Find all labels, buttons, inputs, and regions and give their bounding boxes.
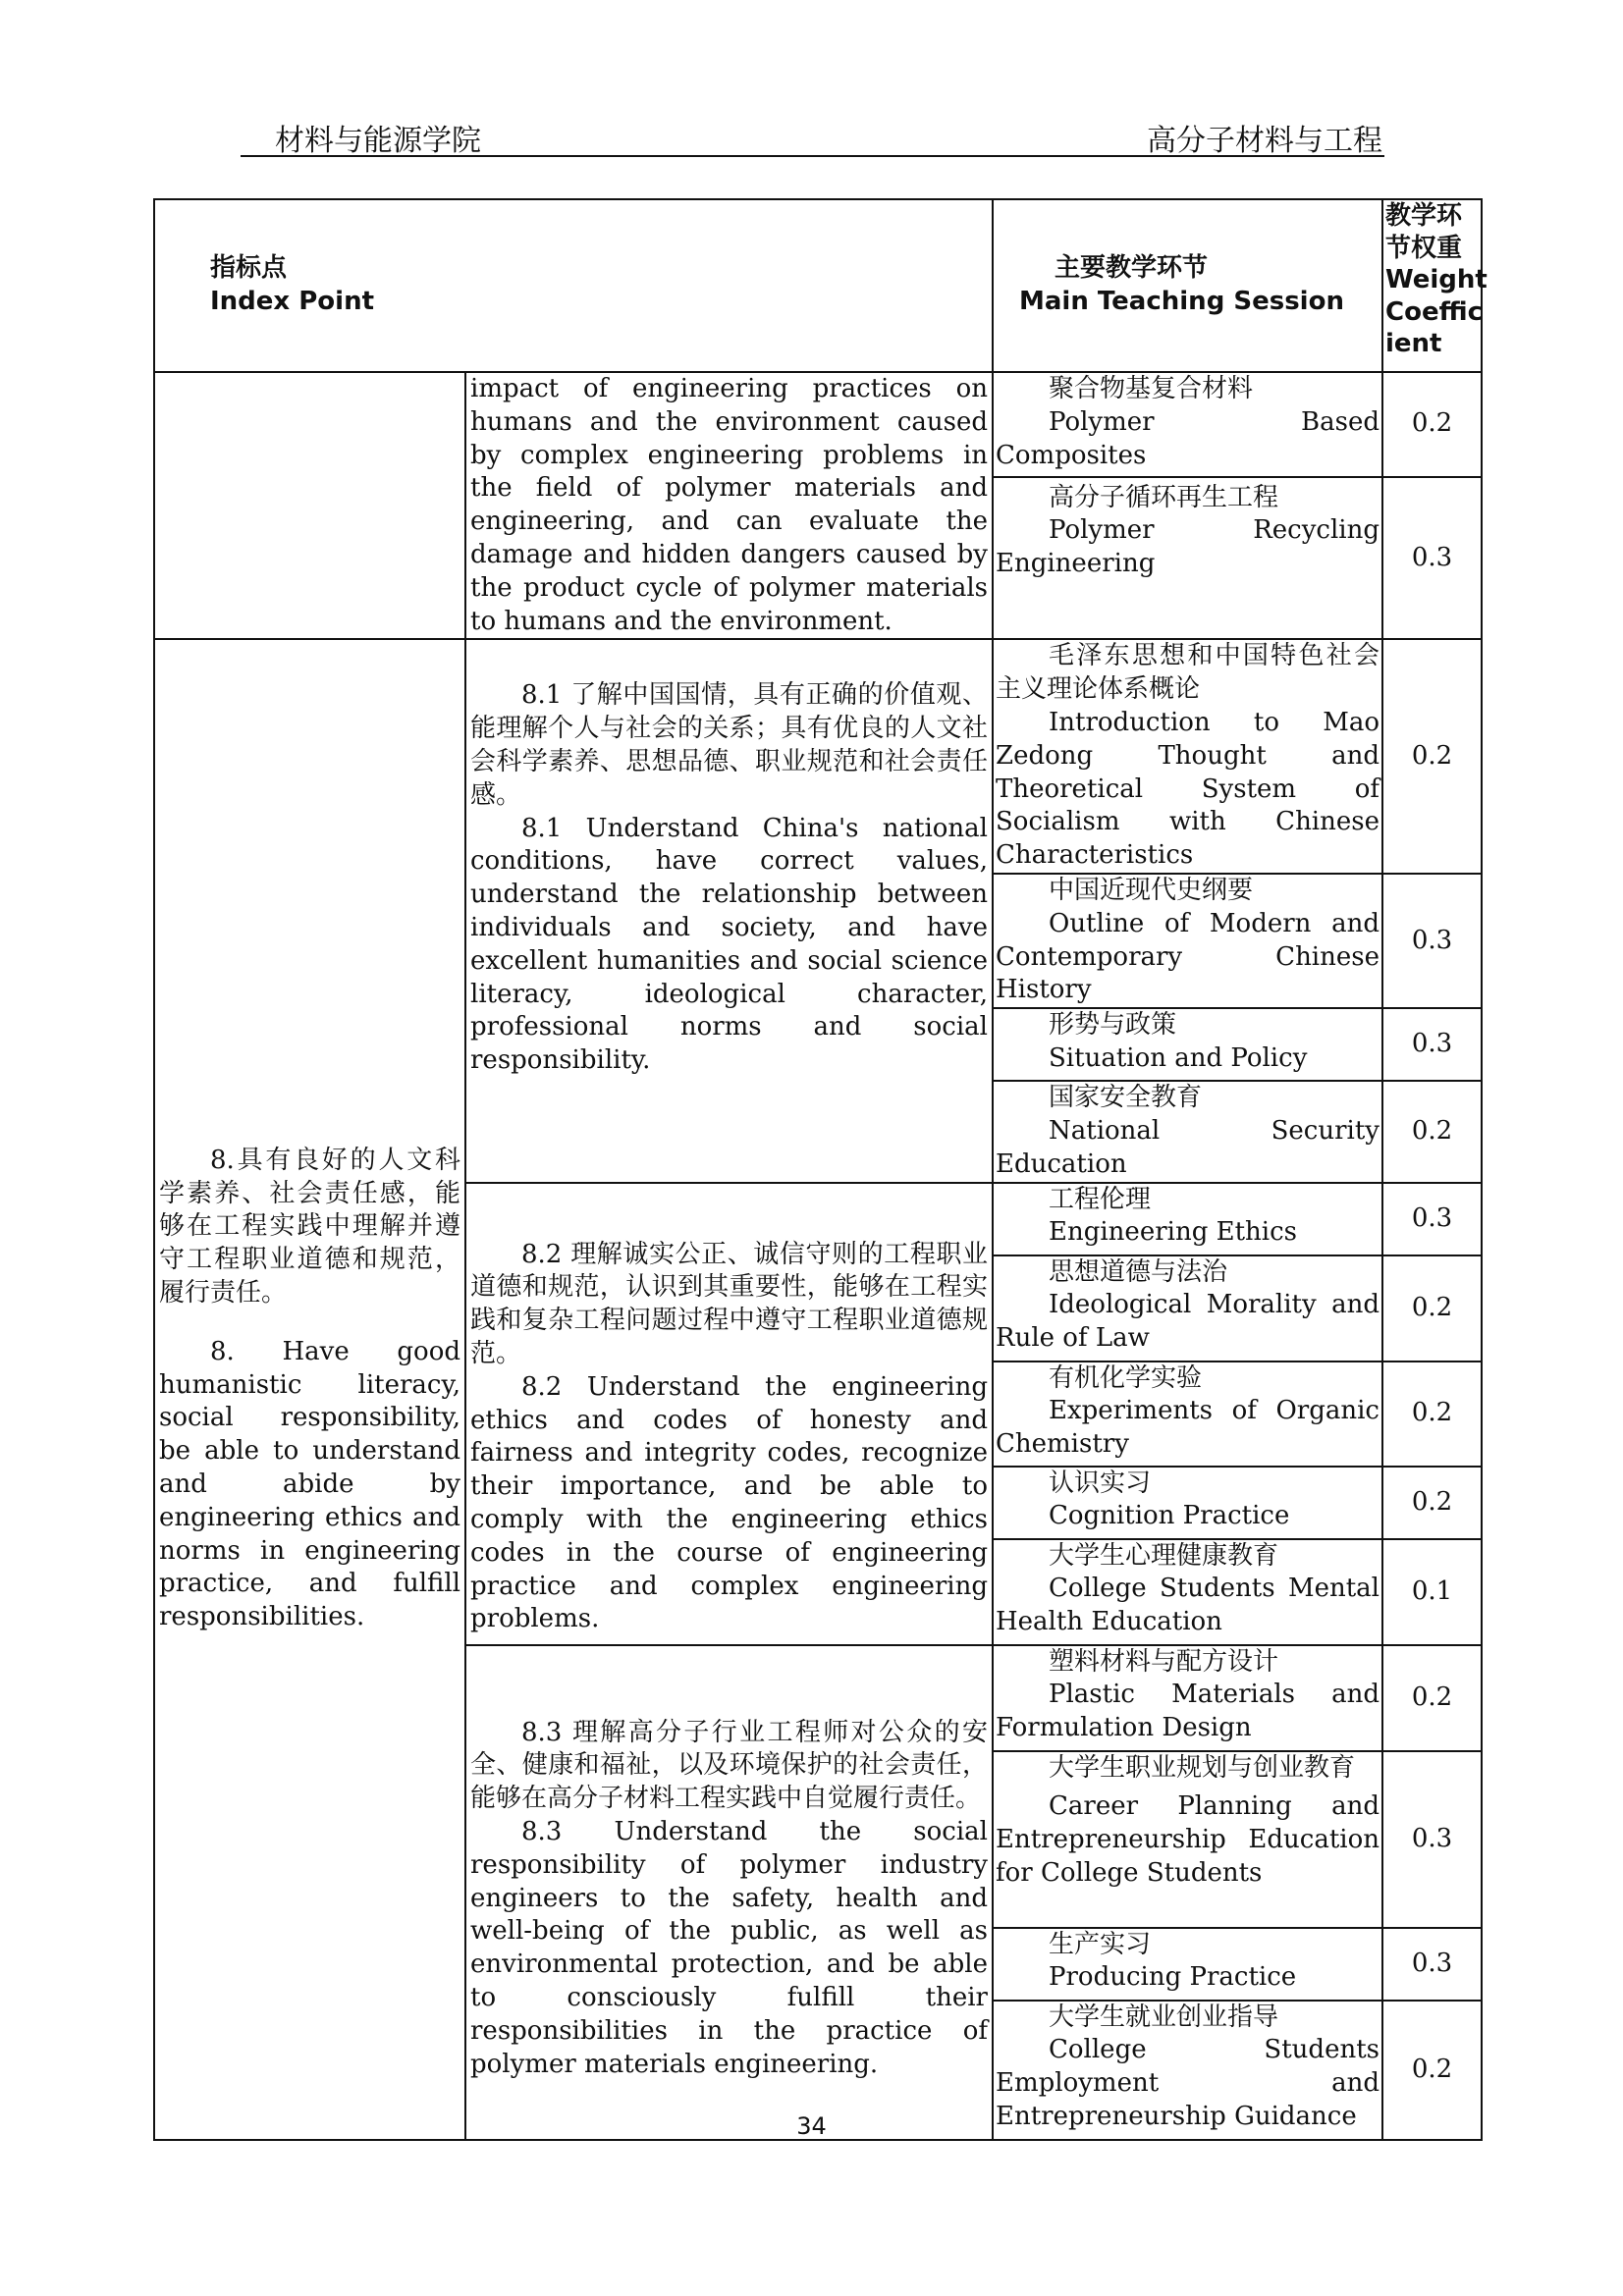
table-row bbox=[154, 372, 1482, 477]
table-header-row bbox=[154, 199, 1482, 372]
weight-header-line: 教学环 bbox=[1385, 201, 1463, 231]
session-name-en: Outline of Modern and Contemporary Chinese History bbox=[996, 908, 1380, 1005]
teaching-session-header-cn: 主要教学环节 bbox=[1055, 253, 1209, 284]
session-cell bbox=[993, 477, 1382, 640]
weight-header-line: Coeffic bbox=[1385, 296, 1483, 327]
session-cell bbox=[993, 1081, 1382, 1182]
weight-cell: 0.3 bbox=[1382, 1183, 1482, 1255]
session-name-cn: 中国近现代史纲要 bbox=[1049, 875, 1254, 905]
session-name-en: Introduction to Mao Zedong Thought and Theoretical System of Socialism with Chinese Characteristics bbox=[996, 707, 1380, 871]
session-name-en: Experiments of Organic Chemistry bbox=[996, 1396, 1380, 1460]
session-cell bbox=[993, 639, 1382, 874]
header-college: 材料与能源学院 bbox=[275, 124, 481, 158]
weight-header-line: 节权重 bbox=[1385, 233, 1463, 263]
weight-cell: 0.2 bbox=[1382, 2001, 1482, 2140]
index-point-8-3 bbox=[465, 1645, 993, 2140]
weight-cell: 0.3 bbox=[1382, 477, 1482, 640]
session-cell bbox=[993, 1645, 1382, 1751]
index-point-8-3-cn: 8.3 理解高分子行业工程师对公众的安全、健康和福祉，以及环境保护的社会责任，能够在高分子材料工程实践中自觉履行责任。 bbox=[470, 1717, 988, 1814]
session-name-cn: 思想道德与法治 bbox=[1049, 1256, 1228, 1287]
index-point-8-2-cn: 8.2 理解诚实公正、诚信守则的工程职业道德和规范，认识到其重要性，能够在工程实践和复杂工程问题过程中遵守工程职业道德规范。 bbox=[470, 1239, 988, 1368]
graduation-requirements-table bbox=[153, 198, 1488, 2141]
session-name-cn: 有机化学实验 bbox=[1049, 1362, 1203, 1393]
header-major: 高分子材料与工程 bbox=[1147, 124, 1382, 158]
requirement-8-cn: 8.具有良好的人文科学素养、社会责任感，能够在工程实践中理解并遵守工程职业道德和规范，履行责任。 bbox=[159, 1145, 460, 1308]
continued-index-point-text: impact of engineering practices on humans and the environment caused by complex engineering problems in the field of polymer materials and engineering, and can evaluate the damage and hidden dangers caused by the product cycle of polymer materials to humans and the environment. bbox=[470, 374, 988, 636]
index-point-8-3-en: 8.3 Understand the social responsibility of polymer industry engineers to the safety, health and well-being of the public, as well as environmental protection, and be able to consciously fulfill their responsibilities in the practice of polymer materials engineering. bbox=[470, 1816, 988, 2079]
weight-cell: 0.3 bbox=[1382, 874, 1482, 1008]
index-point-8-1-cn: 8.1 了解中国国情，具有正确的价值观、能理解个人与社会的关系；具有优良的人文社会科学素养、思想品德、职业规范和社会责任感。 bbox=[470, 680, 988, 810]
weight-header bbox=[1382, 199, 1488, 372]
session-name-cn: 工程伦理 bbox=[1049, 1184, 1152, 1214]
index-point-8-2-en: 8.2 Understand the engineering ethics and codes of honesty and fairness and integrity codes, recognize their importance, and be able to comply with the engineering ethics codes in the course of engineering practice and complex engineering problems. bbox=[470, 1371, 988, 1634]
weight-cell: 0.3 bbox=[1382, 1751, 1482, 1928]
weight-cell: 0.3 bbox=[1382, 1008, 1482, 1081]
session-name-en: National Security Education bbox=[996, 1115, 1380, 1179]
session-cell bbox=[993, 874, 1382, 1008]
session-name-cn: 大学生心理健康教育 bbox=[1049, 1540, 1279, 1571]
header-divider bbox=[241, 155, 1384, 157]
index-point-header-en: Index Point bbox=[210, 287, 375, 316]
weight-cell: 0.2 bbox=[1382, 639, 1482, 874]
weight-header-line: Weight bbox=[1385, 265, 1488, 294]
weight-cell: 0.3 bbox=[1382, 1928, 1482, 2001]
requirement-cell-empty bbox=[154, 372, 465, 639]
index-point-header-cn: 指标点 bbox=[210, 253, 288, 284]
index-point-8-1-en: 8.1 Understand China's national conditions, have correct values, understand the relationship between individuals and society, and have excellent humanities and social science literacy, ideological character, professional norms and social responsibility. bbox=[470, 813, 988, 1076]
weight-cell: 0.1 bbox=[1382, 1539, 1482, 1645]
weight-cell: 0.2 bbox=[1382, 372, 1482, 477]
session-cell bbox=[993, 372, 1382, 477]
session-name-en: Cognition Practice bbox=[1049, 1501, 1290, 1531]
session-name-en: Polymer Based Composites bbox=[996, 406, 1380, 470]
weight-cell: 0.2 bbox=[1382, 1081, 1482, 1182]
session-name-cn: 毛泽东思想和中国特色社会主义理论体系概论 bbox=[996, 641, 1380, 705]
session-name-en: College Students Mental Health Education bbox=[996, 1574, 1380, 1637]
session-cell bbox=[993, 1255, 1382, 1362]
weight-header-line: ient bbox=[1385, 329, 1442, 358]
session-name-en: Plastic Materials and Formulation Design bbox=[996, 1680, 1380, 1743]
session-cell bbox=[993, 1467, 1382, 1539]
session-cell bbox=[993, 1928, 1382, 2001]
weight-cell: 0.2 bbox=[1382, 1362, 1482, 1467]
continued-index-point bbox=[465, 372, 993, 639]
session-name-cn: 大学生就业创业指导 bbox=[1049, 2002, 1279, 2032]
session-cell bbox=[993, 1539, 1382, 1645]
session-cell bbox=[993, 1362, 1382, 1467]
session-name-en: Ideological Morality and Rule of Law bbox=[996, 1290, 1380, 1354]
teaching-session-header-en: Main Teaching Session bbox=[1019, 287, 1344, 316]
session-name-en: College Students Employment and Entrepreneurship Guidance bbox=[996, 2035, 1380, 2131]
session-name-cn: 形势与政策 bbox=[1049, 1010, 1177, 1041]
teaching-session-header bbox=[993, 199, 1382, 372]
session-name-en: Situation and Policy bbox=[1049, 1042, 1308, 1073]
index-point-8-2 bbox=[465, 1183, 993, 1645]
requirement-8-cell bbox=[154, 639, 465, 2139]
weight-cell: 0.2 bbox=[1382, 1467, 1482, 1539]
table-row bbox=[154, 639, 1482, 874]
session-name-cn: 国家安全教育 bbox=[1049, 1083, 1203, 1113]
requirement-8-en: 8. Have good humanistic literacy, social responsibility, be able to understand and abide by engineering ethics and norms in engineering practice, and fulfill responsibilities. bbox=[159, 1336, 460, 1632]
session-name-cn: 生产实习 bbox=[1049, 1929, 1152, 1959]
session-cell bbox=[993, 1008, 1382, 1081]
weight-cell: 0.2 bbox=[1382, 1645, 1482, 1751]
session-name-en: Career Planning and Entrepreneurship Education for College Students bbox=[996, 1791, 1380, 1888]
session-name-cn: 高分子循环再生工程 bbox=[1049, 482, 1279, 512]
index-point-8-1 bbox=[465, 639, 993, 1182]
session-name-en: Producing Practice bbox=[1049, 1962, 1297, 1993]
session-name-en: Engineering Ethics bbox=[1049, 1217, 1297, 1248]
index-point-header bbox=[154, 199, 993, 372]
session-cell bbox=[993, 1183, 1382, 1255]
session-name-cn: 聚合物基复合材料 bbox=[1049, 374, 1254, 403]
session-cell bbox=[993, 1751, 1382, 1928]
session-name-cn: 大学生职业规划与创业教育 bbox=[1049, 1752, 1356, 1783]
session-name-cn: 塑料材料与配方设计 bbox=[1049, 1646, 1279, 1677]
session-name-en: Polymer Recycling Engineering bbox=[996, 515, 1380, 579]
session-name-cn: 认识实习 bbox=[1049, 1468, 1152, 1498]
weight-cell: 0.2 bbox=[1382, 1255, 1482, 1362]
page-number: 34 bbox=[796, 2112, 827, 2140]
